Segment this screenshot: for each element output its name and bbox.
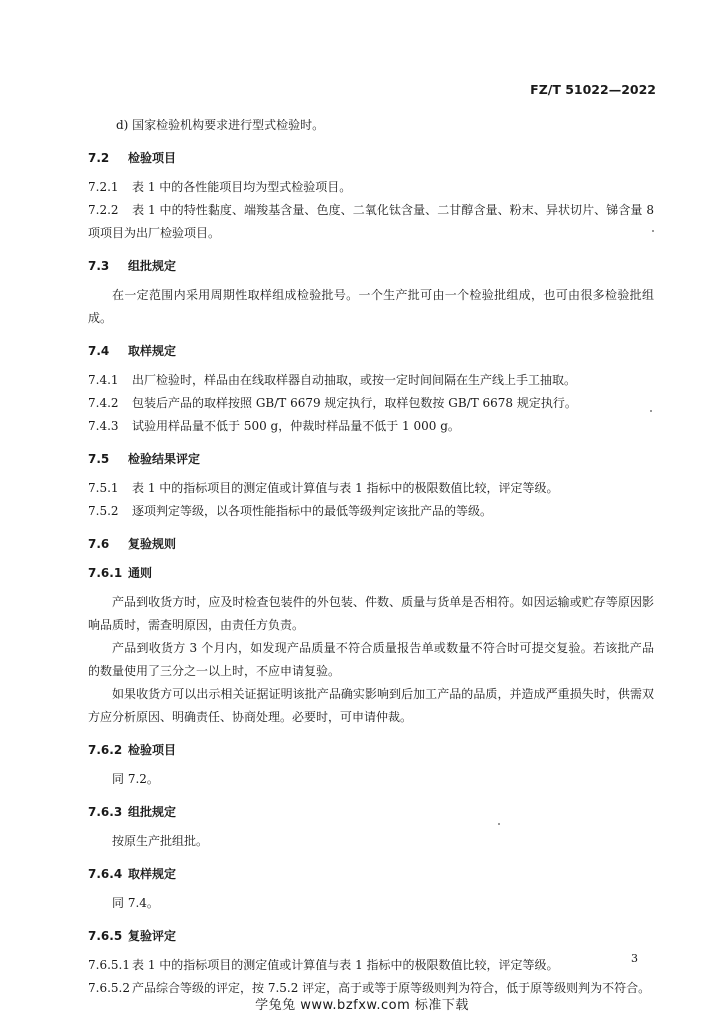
paragraph-text: 表 1 中的各性能项目均为型式检验项目。 bbox=[132, 180, 352, 194]
paragraph-text: 同 7.4。 bbox=[112, 896, 159, 910]
clause-number: 7.4.3 bbox=[88, 419, 119, 433]
spacer bbox=[88, 729, 654, 739]
paragraph bbox=[88, 114, 654, 137]
heading-text: 检验项目 bbox=[128, 743, 177, 757]
paragraph bbox=[88, 830, 654, 853]
scan-speck bbox=[652, 230, 654, 232]
clause-number: 7.4 bbox=[88, 344, 110, 358]
spacer bbox=[88, 330, 654, 340]
clause-number: 7.6.5 bbox=[88, 929, 123, 943]
footer-watermark: 学兔兔 www.bzfxw.com 标准下载 bbox=[255, 998, 469, 1013]
section-heading bbox=[88, 255, 654, 278]
spacer bbox=[88, 915, 654, 925]
clause-number: 7.5.1 bbox=[88, 481, 119, 495]
paragraph-text: 出厂检验时，样品由在线取样器自动抽取，或按一定时间间隔在生产线上手工抽取。 bbox=[132, 373, 577, 387]
section-heading bbox=[88, 739, 654, 762]
paragraph-text: 试验用样品量不低于 500 g，仲裁时样品量不低于 1 000 g。 bbox=[132, 419, 460, 433]
clause-number: 7.2.2 bbox=[88, 203, 119, 217]
spacer bbox=[88, 438, 654, 448]
clause-number: 7.6.5.1 bbox=[88, 958, 130, 972]
heading-text: 组批规定 bbox=[128, 805, 177, 819]
paragraph-text: 逐项判定等级，以各项性能指标中的最低等级判定该批产品的等级。 bbox=[132, 504, 493, 518]
heading-text: 复验规则 bbox=[128, 537, 177, 551]
paragraph bbox=[88, 392, 654, 415]
paragraph bbox=[88, 892, 654, 915]
paragraph-text: 表 1 中的特性黏度、端羧基含量、色度、二氧化钛含量、二甘醇含量、粉末、异状切片、锑含量 8 项项目为出厂检验项目。 bbox=[88, 203, 654, 240]
paragraph bbox=[88, 591, 654, 637]
paragraph bbox=[88, 637, 654, 683]
section-heading bbox=[88, 340, 654, 363]
standard-number: FZ/T 51022—2022 bbox=[530, 82, 656, 97]
paragraph-text: d) 国家检验机构要求进行型式检验时。 bbox=[116, 118, 325, 132]
section-heading bbox=[88, 448, 654, 471]
paragraph bbox=[88, 369, 654, 392]
section-heading bbox=[88, 147, 654, 170]
heading-text: 复验评定 bbox=[128, 929, 177, 943]
spacer bbox=[88, 523, 654, 533]
spacer bbox=[88, 853, 654, 863]
paragraph bbox=[88, 683, 654, 729]
clause-number: 7.6.5.2 bbox=[88, 981, 130, 995]
section-heading bbox=[88, 925, 654, 948]
scan-speck bbox=[498, 823, 500, 825]
section-heading bbox=[88, 562, 654, 585]
paragraph bbox=[88, 954, 654, 977]
spacer bbox=[88, 791, 654, 801]
heading-text: 取样规定 bbox=[128, 867, 177, 881]
clause-number: 7.6.1 bbox=[88, 566, 123, 580]
paragraph-text: 产品到收货方时，应及时检查包装件的外包装、件数、质量与货单是否相符。如因运输或贮存等原因影响品质时，需查明原因，由责任方负责。 bbox=[88, 595, 654, 632]
paragraph-text: 如果收货方可以出示相关证据证明该批产品确实影响到后加工产品的品质，并造成严重损失时，供需双方应分析原因、明确责任、协商处理。必要时，可申请仲裁。 bbox=[88, 687, 654, 724]
section-heading bbox=[88, 863, 654, 886]
paragraph-text: 包装后产品的取样按照 GB/T 6679 规定执行，取样包数按 GB/T 6678 规定执行。 bbox=[132, 396, 577, 410]
heading-text: 取样规定 bbox=[128, 344, 177, 358]
paragraph bbox=[88, 768, 654, 791]
clause-number: 7.3 bbox=[88, 259, 110, 273]
paragraph-text: 在一定范围内采用周期性取样组成检验批号。一个生产批可由一个检验批组成，也可由很多检验批组成。 bbox=[88, 288, 654, 325]
clause-number: 7.4.1 bbox=[88, 373, 119, 387]
paragraph-text: 产品到收货方 3 个月内，如发现产品质量不符合质量报告单或数量不符合时可提交复验。若该批产品的数量使用了三分之一以上时，不应申请复验。 bbox=[88, 641, 654, 678]
heading-text: 检验结果评定 bbox=[128, 452, 201, 466]
spacer bbox=[88, 137, 654, 147]
paragraph-text: 同 7.2。 bbox=[112, 772, 159, 786]
clause-number: 7.2 bbox=[88, 151, 110, 165]
clause-number: 7.6.4 bbox=[88, 867, 123, 881]
clause-number: 7.4.2 bbox=[88, 396, 119, 410]
heading-text: 通则 bbox=[128, 566, 153, 580]
paragraph bbox=[88, 199, 654, 245]
clause-number: 7.2.1 bbox=[88, 180, 119, 194]
paragraph-text: 产品综合等级的评定，按 7.5.2 评定，高于或等于原等级则判为符合，低于原等级则判为不符合。 bbox=[132, 981, 651, 995]
paragraph bbox=[88, 500, 654, 523]
spacer bbox=[88, 245, 654, 255]
paragraph-text: 按原生产批组批。 bbox=[112, 834, 209, 848]
paragraph-text: 表 1 中的指标项目的测定值或计算值与表 1 指标中的极限数值比较，评定等级。 bbox=[132, 958, 559, 972]
scan-speck bbox=[650, 410, 652, 412]
heading-text: 检验项目 bbox=[128, 151, 177, 165]
paragraph bbox=[88, 284, 654, 330]
document-body bbox=[88, 114, 654, 1000]
page-number: 3 bbox=[631, 952, 638, 965]
paragraph-text: 表 1 中的指标项目的测定值或计算值与表 1 指标中的极限数值比较，评定等级。 bbox=[132, 481, 559, 495]
clause-number: 7.6 bbox=[88, 537, 110, 551]
heading-text: 组批规定 bbox=[128, 259, 177, 273]
section-heading bbox=[88, 801, 654, 824]
paragraph bbox=[88, 176, 654, 199]
clause-number: 7.6.2 bbox=[88, 743, 123, 757]
paragraph bbox=[88, 477, 654, 500]
section-heading bbox=[88, 533, 654, 556]
clause-number: 7.6.3 bbox=[88, 805, 123, 819]
clause-number: 7.5.2 bbox=[88, 504, 119, 518]
clause-number: 7.5 bbox=[88, 452, 110, 466]
paragraph bbox=[88, 415, 654, 438]
